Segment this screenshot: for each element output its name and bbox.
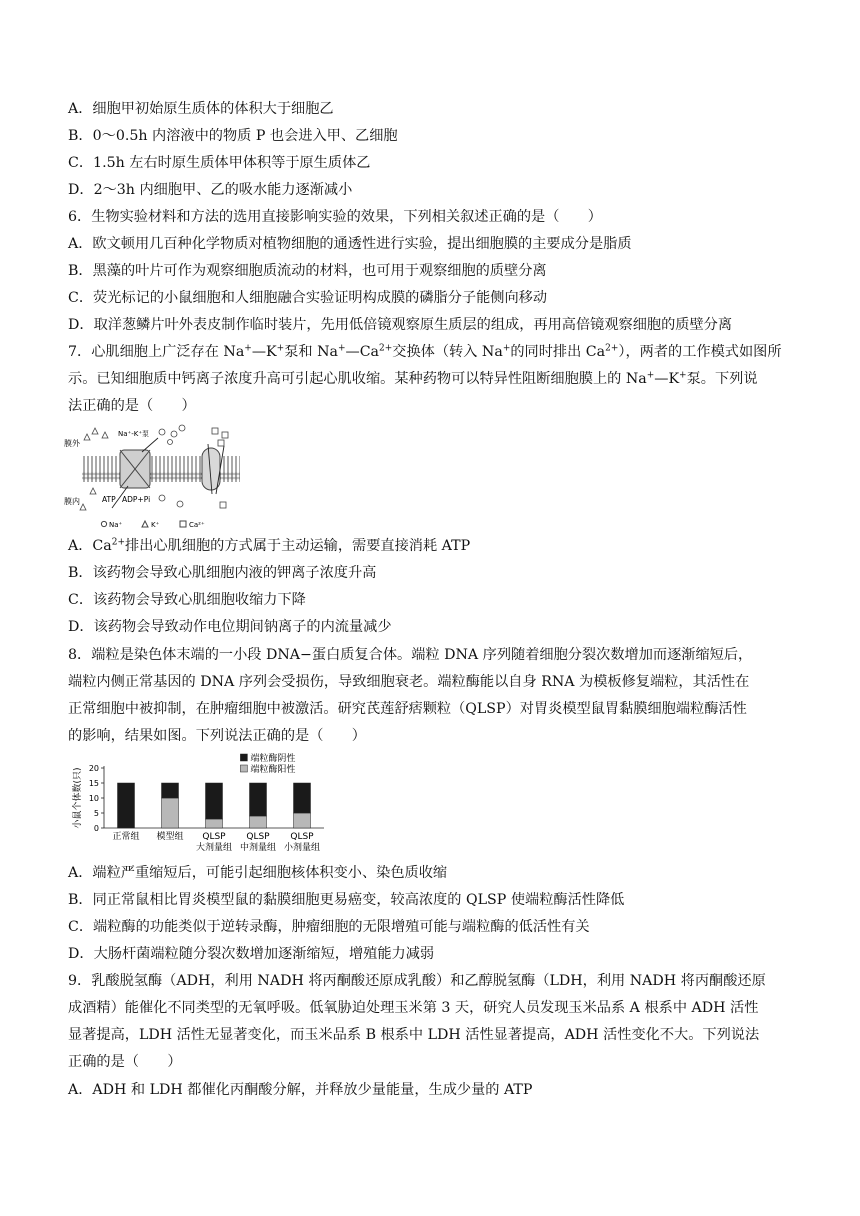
x-tick-label: 大剂量组 xyxy=(195,843,233,853)
bar-segment xyxy=(250,783,267,816)
x-tick-label: 模型组 xyxy=(156,832,184,842)
label-pump: Na⁺-K⁺泵 xyxy=(118,430,150,438)
q7-option-b: B．该药物会导致心肌细胞内液的钾离子浓度升高 xyxy=(68,565,377,581)
bar-segment xyxy=(250,816,267,828)
q8-stem-line-3: 正常细胞中被抑制，在肿瘤细胞中被激活。研究芪莲舒痞颗粒（QLSP）对胃炎模型鼠胃黏膜细胞端粒酶活性 xyxy=(68,701,747,717)
q7-stem-line-2: 示。已知细胞质中钙离子浓度升高可引起心肌收缩。某种药物可以特异性阻断细胞膜上的 Na+—K+泵。下列说 xyxy=(68,370,758,387)
q8-stem-line-1: 8．端粒是染色体末端的一小段 DNA−蛋白质复合体。端粒 DNA 序列随着细胞分裂次数增加而逐渐缩短后， xyxy=(68,647,753,663)
q8-stem-line-2: 端粒内侧正常基因的 DNA 序列会受损伤，导致细胞衰老。端粒酶能以自身 RNA 为模板修复端粒，其活性在 xyxy=(68,674,750,690)
legend xyxy=(101,521,205,529)
telomerase-bar-chart xyxy=(70,752,350,862)
y-tick-label: 10 xyxy=(88,794,99,803)
q9-stem-line-2: 成酒精）能催化不同类型的无氧呼吸。低氧胁迫处理玉米第 3 天，研究人员发现玉米品系 A 根系中 ADH 活性 xyxy=(68,1000,759,1016)
q9-option-a: A．ADH 和 LDH 都催化丙酮酸分解，并释放少量能量，生成少量的 ATP xyxy=(68,1082,533,1098)
q5-option-c: C．1.5h 左右时原生质体甲体积等于原生质体乙 xyxy=(68,155,371,171)
legend-label: 端粒酶阳性 xyxy=(250,765,296,775)
q7-stem-line-3: 法正确的是（ ） xyxy=(68,398,196,414)
q6-option-a: A．欧文顿用几百种化学物质对植物细胞的通透性进行实验，提出细胞膜的主要成分是脂质 xyxy=(68,236,632,252)
q5-option-a: A．细胞甲初始原生质体的体积大于细胞乙 xyxy=(68,101,334,117)
q5-option-d: D．2～3h 内细胞甲、乙的吸水能力逐渐减小 xyxy=(68,182,353,198)
legend-k: K⁺ xyxy=(151,521,160,529)
bar-segment xyxy=(206,819,223,828)
q6-option-d: D．取洋葱鳞片叶外表皮制作临时装片，先用低倍镜观察原生质层的组成，再用高倍镜观察细胞的质壁分离 xyxy=(68,317,733,333)
q9-stem-line-4: 正确的是（ ） xyxy=(68,1054,182,1070)
x-tick-label: 正常组 xyxy=(112,832,140,842)
y-axis-label: 小鼠个体数(只) xyxy=(73,767,83,829)
q7-option-d: D．该药物会导致动作电位期间钠离子的内流量减少 xyxy=(68,619,392,635)
x-tick-label: QLSP xyxy=(290,832,314,842)
q8-option-c: C．端粒酶的功能类似于逆转录酶，肿瘤细胞的无限增殖可能与端粒酶的低活性有关 xyxy=(68,919,590,935)
x-tick-label: 中剂量组 xyxy=(239,843,277,853)
q6-option-c: C．荧光标记的小鼠细胞和人细胞融合实验证明构成膜的磷脂分子能侧向移动 xyxy=(68,290,548,306)
y-tick-label: 20 xyxy=(88,764,99,773)
x-tick-label: QLSP xyxy=(246,832,270,842)
legend-label: 端粒酶阴性 xyxy=(250,754,296,764)
bar-segment xyxy=(162,798,179,828)
label-outside: 膜外 xyxy=(64,439,80,448)
q7-option-a: A．$Ca^{2+}$排出心肌细胞的方式属于主动运输，需要直接消耗 ATP xyxy=(68,537,471,554)
bar-segment xyxy=(294,783,311,813)
y-tick-label: 5 xyxy=(93,809,99,818)
bar-segment xyxy=(162,783,179,798)
legend-ca: Ca²⁺ xyxy=(189,521,205,529)
q8-option-d: D．大肠杆菌端粒随分裂次数增加逐渐缩短，增殖能力减弱 xyxy=(68,946,435,962)
q6-option-b: B．黑藻的叶片可作为观察细胞质流动的材料，也可用于观察细胞的质壁分离 xyxy=(68,263,547,279)
y-tick-label: 0 xyxy=(93,824,99,833)
q9-stem-line-3: 显著提高，LDH 活性无显著变化，而玉米品系 B 根系中 LDH 活性显著提高，ADH 活性变化不大。下列说法 xyxy=(68,1027,760,1043)
q5-option-b: B．0～0.5h 内溶液中的物质 P 也会进入甲、乙细胞 xyxy=(68,128,398,144)
q8-option-b: B．同正常鼠相比胃炎模型鼠的黏膜细胞更易癌变，较高浓度的 QLSP 使端粒酶活性降低 xyxy=(68,892,625,908)
q7-option-c: C．该药物会导致心肌细胞收缩力下降 xyxy=(68,592,306,608)
y-tick-label: 15 xyxy=(88,779,99,788)
membrane-transport-diagram xyxy=(62,424,242,532)
x-tick-label: QLSP xyxy=(202,832,226,842)
q8-option-a: A．端粒严重缩短后，可能引起细胞核体积变小、染色质收缩 xyxy=(68,865,448,881)
label-inside: 膜内 xyxy=(64,497,80,506)
q9-stem-line-1: 9．乳酸脱氢酶（ADH，利用 NADH 将丙酮酸还原成乳酸）和乙醇脱氢酶（LDH，利用 NADH 将丙酮酸还原 xyxy=(68,973,766,989)
label-atp: ATP xyxy=(102,495,116,504)
q6-stem: 6．生物实验材料和方法的选用直接影响实验的效果，下列相关叙述正确的是（ ） xyxy=(68,209,602,225)
label-adp: ADP+Pi xyxy=(122,495,151,504)
x-tick-label: 小剂量组 xyxy=(283,843,321,853)
legend-na: Na⁺ xyxy=(109,521,123,529)
q7-stem-line-1: 7．心肌细胞上广泛存在 Na+—K+泵和 $Na^+—Ca^{2+}$交换体（转入 Na+的同时排出 $Ca^{2+}$），两者的工作模式如图所 xyxy=(68,343,782,360)
legend-swatch xyxy=(240,754,247,761)
legend-swatch xyxy=(240,765,247,772)
bar-segment xyxy=(206,783,223,819)
bar-segment xyxy=(294,813,311,828)
bar-segment xyxy=(118,783,135,828)
q8-stem-line-4: 的影响，结果如图。下列说法正确的是（ ） xyxy=(68,728,366,744)
